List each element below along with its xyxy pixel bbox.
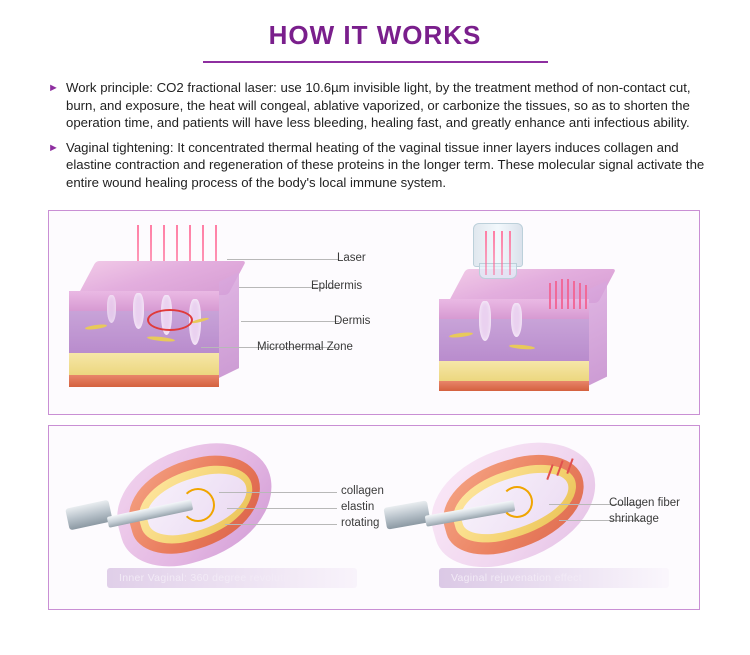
skin-side-face	[219, 272, 239, 378]
skin-laser-figure-panel	[48, 210, 700, 415]
caption-vaginal-rejuvenation: Vaginal rejuvenation effect	[439, 568, 669, 588]
label-collagen-fiber: Collagen fiber	[609, 497, 680, 509]
laser-handpiece	[473, 223, 523, 267]
microthermal-zone	[511, 303, 522, 337]
label-collagen: collagen	[341, 485, 384, 497]
label-laser: Laser	[337, 252, 366, 264]
bullet-list	[48, 79, 708, 192]
microcolumn	[567, 279, 569, 309]
bullet-text: Vaginal tightening: It concentrated thermal heating of the vaginal tissue inner layers induces collagen and elastine contraction and regeneration of these proteins in the longer term. These molecular signal activate the entire wound healing process of the body's local immune system.	[66, 139, 705, 190]
title-divider	[203, 61, 548, 63]
label-dermis: Dermis	[334, 315, 371, 327]
fat-layer	[69, 353, 219, 375]
leader-line	[227, 259, 339, 260]
label-elastin: elastin	[341, 501, 375, 513]
label-rotating: rotating	[341, 517, 380, 529]
muscle-layer	[69, 375, 219, 387]
label-epidermis: Epldermis	[311, 280, 363, 292]
microcolumn	[579, 283, 581, 309]
leader-line	[219, 492, 337, 493]
arrow-bullet-icon: ►	[48, 141, 59, 154]
laser-beam	[493, 231, 495, 275]
probe-handle	[65, 500, 113, 531]
vaginal-treatment-figure-panel	[48, 425, 700, 610]
label-microthermal-zone: Microthermal Zone	[257, 341, 353, 353]
rotation-arrow-icon	[181, 488, 215, 522]
skin-side-face	[589, 281, 607, 386]
leader-line	[241, 321, 339, 322]
microthermal-zone	[479, 301, 491, 341]
highlight-ellipse-marker	[147, 309, 193, 331]
laser-beam	[509, 231, 511, 275]
microthermal-zone	[107, 295, 116, 323]
bullet-text: Work principle: CO2 fractional laser: use 10.6µm invisible light, by the treatment method of non-contact cut, burn, and exposure, the heat will congeal, ablative vaporized, or carbonize the tissues, so as to shorten the operation time, and patients will have less bleeding, healing fast, and greatly enhance anti infectious ability.	[66, 80, 691, 131]
list-item	[48, 139, 708, 192]
list-item	[48, 79, 708, 132]
rotation-arrow-icon	[501, 486, 533, 518]
laser-beam	[501, 231, 503, 275]
arrow-bullet-icon: ►	[48, 82, 59, 94]
leader-line	[227, 508, 337, 509]
label-shrinkage: shrinkage	[609, 513, 659, 525]
fat-layer	[439, 361, 589, 381]
probe-handle	[383, 500, 430, 529]
microcolumn	[585, 285, 587, 309]
laser-beam	[485, 231, 487, 275]
leader-line	[225, 524, 337, 525]
muscle-layer	[439, 381, 589, 391]
page-title: HOW IT WORKS	[268, 20, 482, 50]
microcolumn	[555, 281, 557, 309]
microcolumn	[573, 281, 575, 309]
microthermal-zone	[133, 293, 144, 329]
page-header	[0, 0, 750, 63]
microcolumn	[561, 279, 563, 309]
caption-inner-vaginal: Inner Vaginal: 360 degree revolution	[107, 568, 357, 588]
microcolumn	[549, 283, 551, 309]
